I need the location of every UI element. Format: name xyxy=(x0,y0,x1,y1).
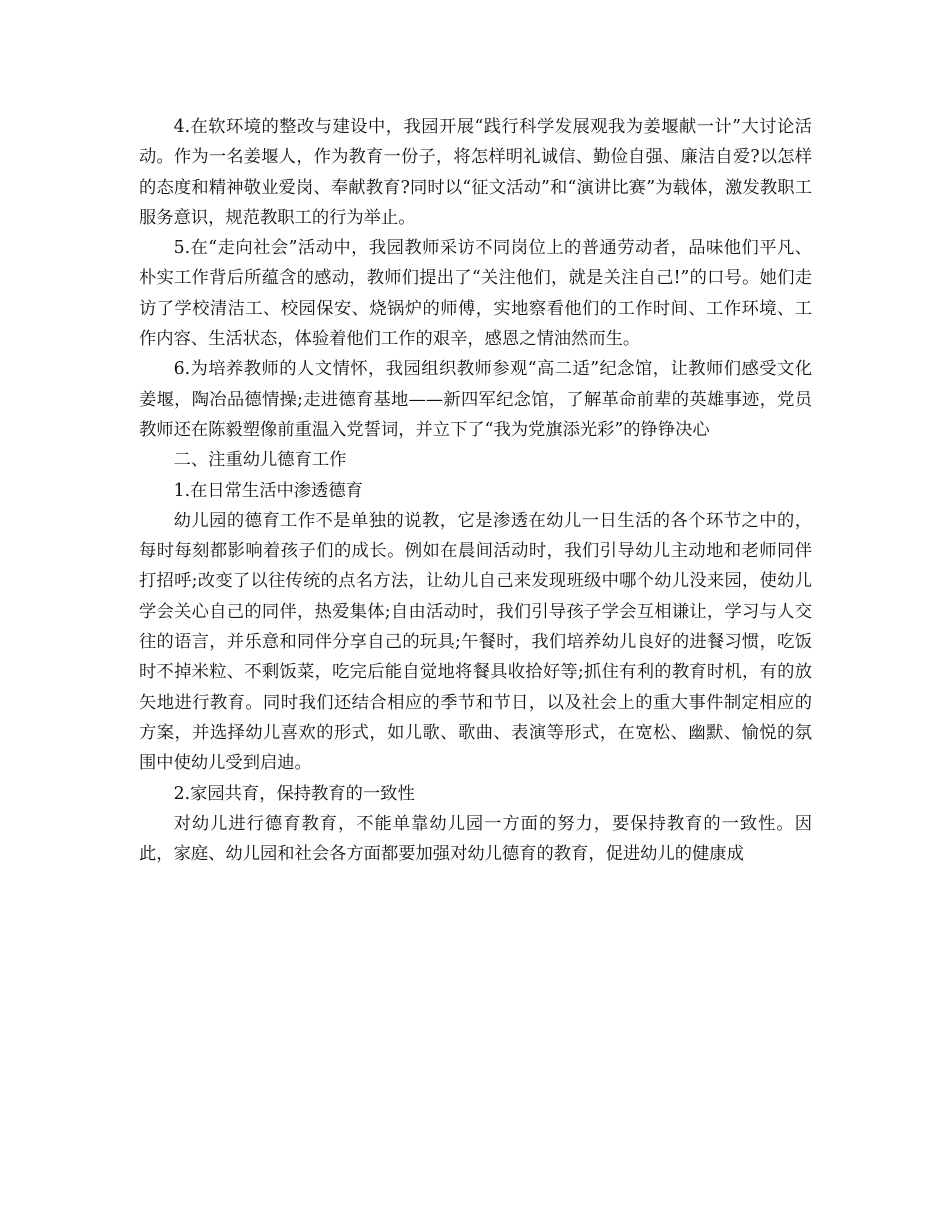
subheading-home-school: 2.家园共育，保持教育的一致性 xyxy=(173,783,415,804)
subheading-daily-life: 1.在日常生活中渗透德育 xyxy=(173,480,363,501)
paragraph-item-5: 5.在“走向社会”活动中，我园教师采访不同岗位上的普通劳动者，品味他们平凡、朴实工作背后所蕴含的感动，教师们提出了“关注他们，就是关注自己!”的口号。她们走访了学校清洁工、校园保安、烧锅炉的师傅，实地察看他们的工作时间、工作环境、工作内容、生活状态，体验着他们工作的艰辛，感恩之情油然而生。 xyxy=(139,238,812,350)
paragraph-item-6: 6.为培养教师的人文情怀，我园组织教师参观“高二适”纪念馆，让教师们感受文化姜堰，陶冶品德情操;走进德育基地——新四军纪念馆，了解革命前辈的英雄事迹，党员教师还在陈毅塑像前重温入党誓词，并立下了“我为党旗添光彩”的铮铮决心 xyxy=(139,359,812,440)
paragraph-home-school: 对幼儿进行德育教育，不能单靠幼儿园一方面的努力，要保持教育的一致性。因此，家庭、幼儿园和社会各方面都要加强对幼儿德育的教育，促进幼儿的健康成 xyxy=(139,813,812,865)
section-heading-2: 二、注重幼儿德育工作 xyxy=(173,450,347,471)
paragraph-item-4: 4.在软环境的整改与建设中，我园开展“践行科学发展观我为姜堰献一计”大讨论活动。作为一名姜堰人，作为教育一份子，将怎样明礼诚信、勤俭自强、廉洁自爱?以怎样的态度和精神敬业爱岗、奉献教育?同时以“征文活动”和“演讲比赛”为载体，激发教职工服务意识，规范教职工的行为举止。 xyxy=(139,117,812,228)
paragraph-daily-life: 幼儿园的德育工作不是单独的说教，它是渗透在幼儿一日生活的各个环节之中的，每时每刻都影响着孩子们的成长。例如在晨间活动时，我们引导幼儿主动地和老师同伴打招呼;改变了以往传统的点名方法，让幼儿自己来发现班级中哪个幼儿没来园，使幼儿学会关心自己的同伴，热爱集体;自由活动时，我们引导孩子学会互相谦让，学习与人交往的语言，并乐意和同伴分享自己的玩具;午餐时，我们培养幼儿良好的进餐习惯，吃饭时不掉米粒、不剩饭菜，吃完后能自觉地将餐具收拾好等;抓住有利的教育时机，有的放矢地进行教育。同时我们还结合相应的季节和节日，以及社会上的重大事件制定相应的方案，并选择幼儿喜欢的形式，如儿歌、歌曲、表演等形式，在宽松、幽默、愉悦的氛围中使幼儿受到启迪。 xyxy=(139,510,812,774)
